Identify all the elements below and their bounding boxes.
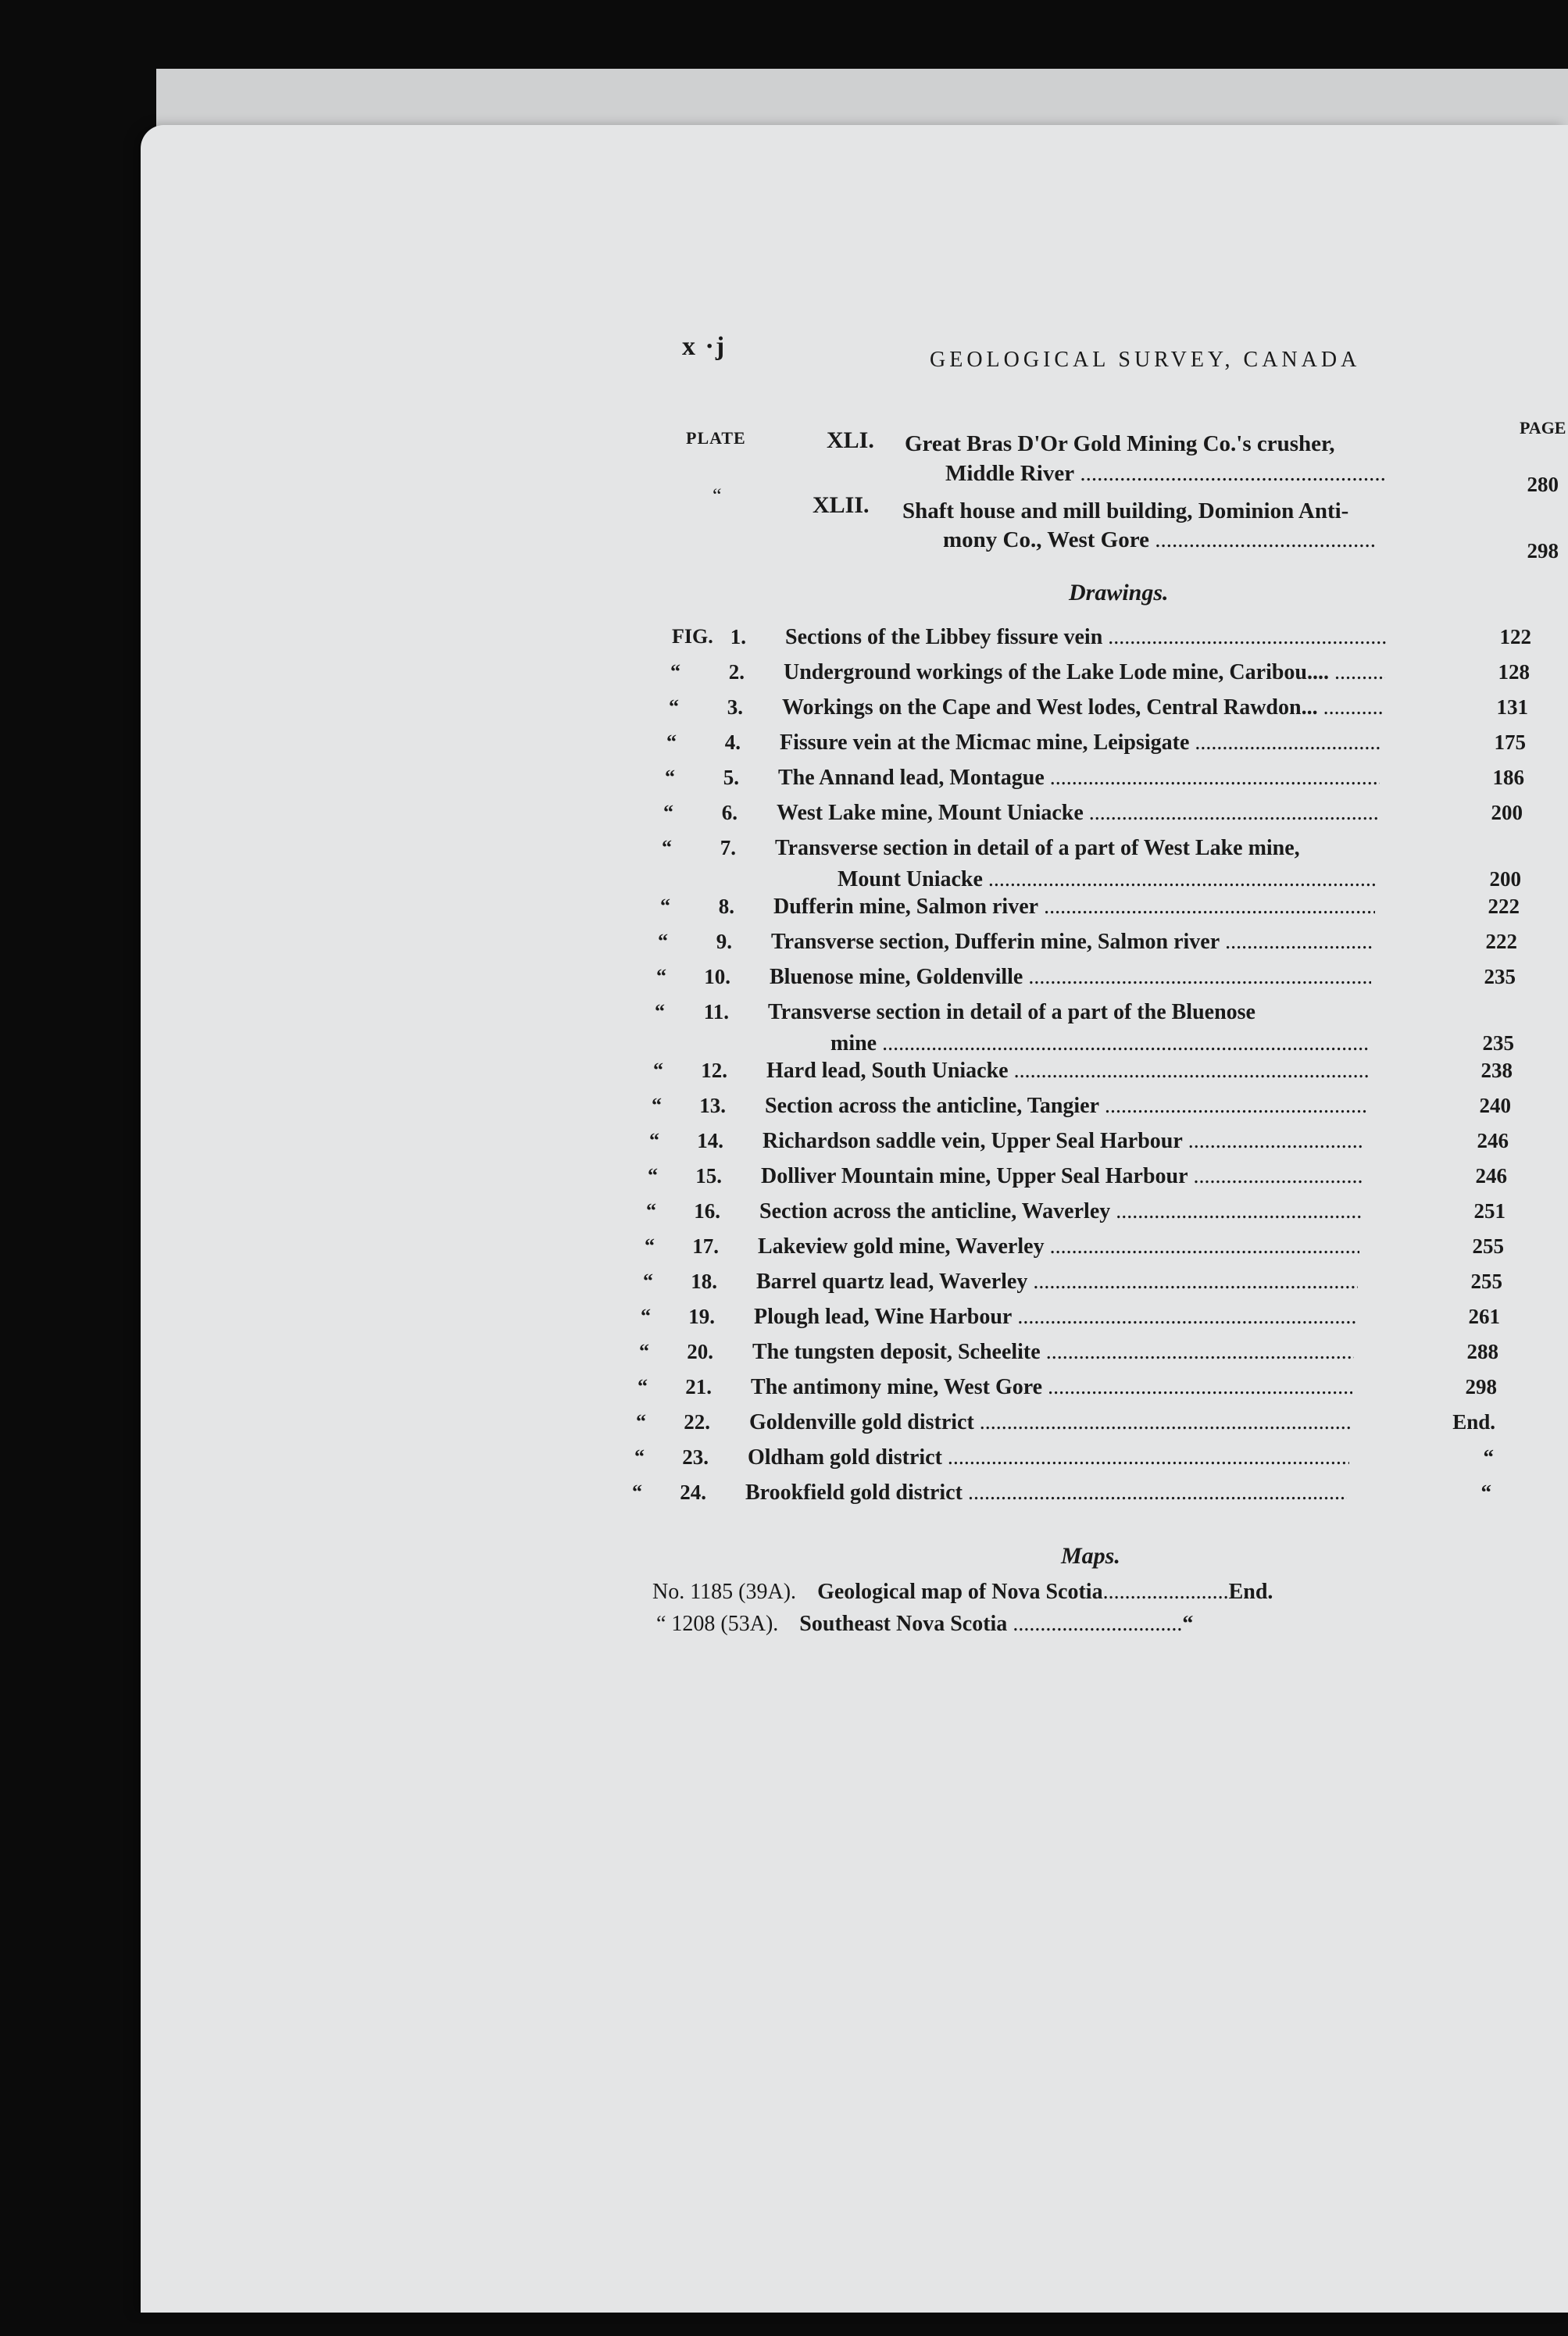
figure-title: West Lake mine, Mount Uniacke ..... [777,801,1378,826]
map-page: End. [1228,1580,1273,1604]
ditto-mark: “ [632,1481,642,1503]
figure-title: Goldenville gold district ..... [749,1410,1351,1435]
figure-page: 186 [1492,766,1524,789]
plate-number: XLII. [813,492,870,518]
figure-title: Underground workings of the Lake Lode mine, Caribou.... ..... [784,660,1385,685]
ditto-mark: “ [641,1305,651,1327]
figure-title: Sections of the Libbey fissure vein ..... [785,625,1387,650]
figure-page: 255 [1470,1270,1502,1293]
figure-number: 3. [727,695,743,719]
figure-title: Transverse section, Dufferin mine, Salmon river ..... [771,930,1373,955]
figure-title: Brookfield gold district ..... [745,1481,1347,1506]
figure-number: 13. [699,1094,726,1117]
figure-number: 14. [697,1129,723,1152]
ditto-mark: “ [646,1199,656,1222]
page-column-label: PAGE [1520,418,1566,438]
figure-entry [632,1481,1499,1512]
figure-number: 11. [703,1000,729,1023]
map-title: Southeast Nova Scotia [799,1612,1008,1636]
figure-page: 128 [1498,660,1530,684]
figure-number: 5. [723,766,739,789]
figure-page: 235 [1482,1031,1514,1055]
figure-title: The antimony mine, West Gore ..... [751,1375,1352,1400]
map-title: Geological map of Nova Scotia [817,1580,1103,1604]
figure-title: Bluenose mine, Goldenville ..... [770,965,1371,990]
figure-page: 261 [1468,1305,1500,1328]
figure-number: 18. [691,1270,717,1293]
map-number: No. 1185 (39A). [652,1580,797,1604]
plate-number: XLI. [827,427,874,453]
ditto-mark: “ [645,1234,655,1257]
plate-page: 298 [1527,539,1559,563]
ditto-mark: “ [643,1270,653,1292]
figure-title: Transverse section in detail of a part of the Bluenose [768,1000,1255,1024]
figure-entry [672,625,1539,656]
figure-number: 20. [687,1340,713,1363]
figure-page: 246 [1475,1164,1507,1188]
figure-page: “ [1483,1445,1494,1469]
plate-title-line: mony Co., West Gore ....................................... [943,527,1376,552]
figure-entry [662,836,1529,891]
plate-label: PLATE [686,428,746,448]
figure-number: 15. [695,1164,722,1188]
figure-entry [639,1340,1506,1371]
figure-title: Dolliver Mountain mine, Upper Seal Harbour ..... [761,1164,1363,1189]
figure-number: 17. [692,1234,719,1258]
figure-entry [643,1270,1510,1301]
figure-number: 1. [730,625,746,648]
figure-title: The tungsten deposit, Scheelite ..... [752,1340,1354,1365]
figure-entry [660,895,1527,926]
maps-heading: Maps. [1061,1543,1120,1569]
plate-title-line: Middle River ...................................................... [945,461,1386,486]
ditto-mark: “ [653,1059,663,1081]
figure-entry [655,1000,1522,1055]
ditto-mark: “ [662,836,672,859]
figure-number: 2. [728,660,745,684]
figure-page: 238 [1480,1059,1513,1082]
figure-title: The Annand lead, Montague ..... [778,766,1380,791]
running-title: GEOLOGICAL SURVEY, CANADA [930,348,1361,372]
figure-number: 19. [688,1305,715,1328]
figure-number: 23. [682,1445,709,1469]
page-number: x ·j [682,332,727,361]
figure-entry [636,1410,1503,1441]
figure-number: 9. [716,930,732,953]
figure-number: 4. [724,730,741,754]
figure-title: Richardson saddle vein, Upper Seal Harbour ..... [763,1129,1364,1154]
figure-page: 175 [1494,730,1526,754]
ditto-mark: “ [658,930,668,952]
ditto-mark: “ [656,965,666,988]
ditto-mark: “ [666,730,677,753]
figure-title: Transverse section in detail of a part of West Lake mine, [775,836,1300,860]
plate-title-line: Great Bras D'Or Gold Mining Co.'s crusher, [905,431,1335,456]
ditto-mark: “ [669,695,679,718]
figure-page: 131 [1496,695,1528,719]
figure-entry [670,660,1538,691]
drawings-heading: Drawings. [1069,580,1169,605]
figure-entry [641,1305,1508,1336]
figure-title: Section across the anticline, Tangier ..... [765,1094,1366,1119]
figure-page: 255 [1472,1234,1504,1258]
plate-title-line: Shaft house and mill building, Dominion Anti- [902,498,1349,523]
figure-number: 6. [721,801,738,824]
figure-label: FIG. [672,625,713,648]
map-entry: No. 1185 (39A). Geological map of Nova Scotia.......................End. [652,1580,1273,1604]
figure-page: “ [1480,1481,1491,1504]
figure-entry [645,1234,1512,1266]
figure-entry [648,1164,1515,1195]
figure-title: Workings on the Cape and West lodes, Central Rawdon... ..... [782,695,1384,720]
figure-entry [634,1445,1502,1477]
figure-page: 222 [1488,895,1520,918]
ditto-mark: “ [670,660,680,683]
figure-entry [666,730,1534,762]
figure-page: 200 [1491,801,1523,824]
figure-page: 240 [1479,1094,1511,1117]
figure-title: Fissure vein at the Micmac mine, Leipsigate ..... [780,730,1381,755]
figure-number: 16. [694,1199,720,1223]
ditto-mark: “ [648,1164,658,1187]
figure-number: 22. [684,1410,710,1434]
figure-number: 10. [704,965,730,988]
map-page: “ [1182,1612,1194,1636]
figure-entry [656,965,1523,996]
plate-page: 280 [1527,473,1559,496]
figure-title: Hard lead, South Uniacke ..... [766,1059,1368,1084]
figure-title: Dufferin mine, Salmon river ..... [773,895,1375,920]
figure-entry [649,1129,1516,1160]
figure-number: 12. [701,1059,727,1082]
figure-page: End. [1452,1410,1495,1434]
ditto-mark: “ [639,1340,649,1363]
figure-page: 246 [1477,1129,1509,1152]
figure-number: 21. [685,1375,712,1398]
figure-number: 24. [680,1481,706,1504]
figure-entry [652,1094,1519,1125]
figure-title: Plough lead, Wine Harbour ..... [754,1305,1355,1330]
ditto-mark: “ [663,801,673,823]
figure-entry [669,695,1536,727]
figure-entry [663,801,1530,832]
figure-entry [658,930,1525,961]
figure-page: 200 [1489,867,1521,891]
ditto-mark: “ [634,1445,645,1468]
plate-ditto-mark: “ [713,484,722,507]
figure-number: 7. [720,836,736,859]
figure-title: Lakeview gold mine, Waverley ..... [758,1234,1359,1259]
figure-page: 251 [1473,1199,1505,1223]
figure-page: 288 [1466,1340,1498,1363]
ditto-mark: “ [636,1410,646,1433]
figure-title-continued: Mount Uniacke ..... [838,867,1377,892]
figure-entry [638,1375,1505,1406]
ditto-mark: “ [638,1375,648,1398]
figure-title: Section across the anticline, Waverley ..... [759,1199,1361,1224]
ditto-mark: “ [660,895,670,917]
figure-page: 298 [1465,1375,1497,1398]
map-number: “ 1208 (53A). [656,1612,779,1636]
ditto-mark: “ [665,766,675,788]
figure-entry [653,1059,1520,1090]
figure-page: 122 [1499,625,1531,648]
map-entry: “ 1208 (53A). Southeast Nova Scotia ...............................“ [656,1612,1194,1636]
figure-page: 222 [1485,930,1517,953]
ditto-mark: “ [655,1000,665,1023]
figure-title-continued: mine ..... [830,1031,1370,1056]
figure-title: Barrel quartz lead, Waverley ..... [756,1270,1358,1295]
ditto-mark: “ [649,1129,659,1152]
ditto-mark: “ [652,1094,662,1116]
figure-entry [646,1199,1513,1231]
figure-entry [665,766,1532,797]
figure-title: Oldham gold district ..... [748,1445,1349,1470]
figure-page: 235 [1484,965,1516,988]
figure-number: 8. [718,895,734,918]
